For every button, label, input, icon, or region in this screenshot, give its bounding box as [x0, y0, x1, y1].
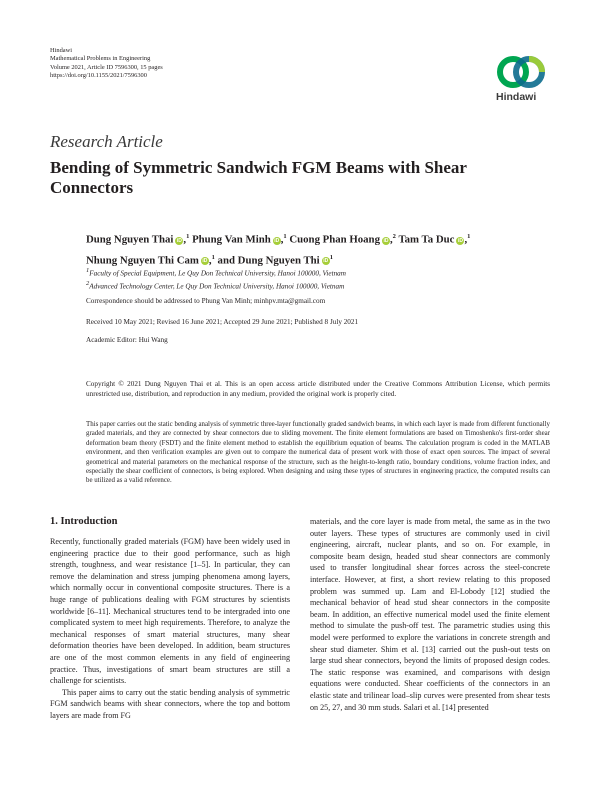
journal-info — [50, 47, 163, 81]
paragraph: materials, and the core layer is made from metal, the same as in the two outer layers. These types of structures are commonly used in civil engineering, aircraft, nuclear plants, and so on. For example, in composite beam design, headed stud shear connectors are commonly used to transfer longitudinal shear forces across the steel-concrete interface. However, at first, a short review relating to this proposed problem was summed up. Lam and El-Lobody [12] studied the mechanical behavior of head stud shear connectors in the composite beam. In addition, an effective numerical model used the finite element method to simulate the push-off test. The parametric studies using this model were performed to explore the variations in concrete strength and shear stud diameter. Shim et al. [13] carried out the push-out tests on large stud shear connectors, beyond the limits of proposed design codes. The static response was examined, and comparisons with design equations were conducted. Shear coefficients of the connectors in an elastic state and trilinear load–slip curves were presented from shear tests on 25, 27, and 30 mm studs. Salari et al. [14] presented — [310, 517, 550, 712]
logo-text: Hindawi — [496, 91, 537, 103]
affiliation: $^1$Faculty of Special Equipment, Le Quy Don Technical University, Hanoi 100000, Vietnam — [86, 267, 346, 278]
section-heading: 1. Introduction — [50, 516, 118, 527]
volume-info: Volume 2021, Article ID 7596300, 15 pages — [50, 63, 163, 71]
author-affiliation-mark: 1 — [211, 253, 215, 261]
author-name[interactable]: Tam Ta Duc — [398, 233, 455, 246]
academic-editor: Academic Editor: Hui Wang — [86, 336, 168, 344]
author-affiliation-mark: 1 — [186, 233, 190, 240]
orcid-icon[interactable]: iD — [383, 237, 389, 244]
author-affiliation-mark: 1 — [467, 233, 471, 240]
author-affiliation-mark: 1 — [283, 233, 287, 240]
paragraph: Recently, functionally graded materials (FGM) have been widely used in engineering practice due to their good performance, such as high strength, toughness, and wear resistance [1–5]. In particular, they can remove the delamination and stress jumping phenomena among layers, which normally occur in conventional composite structures. There is a huge range of publications dealing with FGM structures by scientists worldwide [6–11]. Mechanical structures tend to be intergraded into one complicated system to meet high requirements. Therefore, to analyze the mechanical responses of smart material structures, many shear deformation theories have been developed. In addition, beam structures are one of the most common elements in any field of engineering practice. Thus, investigations of smart beam structures are still a challenge for scientists. — [50, 537, 290, 686]
author-name[interactable]: Cuong Phan Hoang — [289, 233, 380, 246]
author-name[interactable]: Phung Van Minh — [192, 233, 271, 246]
orcid-icon[interactable]: iD — [176, 237, 182, 244]
orcid-icon[interactable]: iD — [457, 237, 463, 244]
journal-name: Mathematical Problems in Engineering — [50, 55, 151, 63]
correspondence: Correspondence should be addressed to Phung Van Minh; minhpv.mta@gmail.com — [86, 297, 326, 305]
affiliation: $^2$Advanced Technology Center, Le Quy Don Technical University, Hanoi 100000, Vietnam — [86, 279, 345, 291]
abstract: This paper carries out the static bending analysis of symmetric three-layer functionally graded sandwich beams, in which each layer is made from different functionally graded materials, and they are connected by shear connectors due to sliding movement. The finite element formulations are based on Timoshenko's first-order shear deformation beam theory (FSDT) and the finite element method to establish the equilibrium equation of beams. The calculation program is coded in the MATLAB environment, and then verification examples are given out to compare the numerical data of present work with those of exact open sources. The impact of several geometrical and material parameters on the mechanical response of the structure, such as the height-to-length ratio, boundary conditions, volume fraction index, and especially the shear coefficient of connectors, is being explored. When designing and using these types of structures in engineering practice, the computed results can be utilized as a valid reference. — [86, 421, 550, 485]
author-name[interactable]: Dung Nguyen Thai — [86, 233, 174, 246]
doi-link[interactable]: https://doi.org/10.1155/2021/7596300 — [50, 72, 147, 80]
orcid-icon[interactable]: iD — [202, 258, 208, 265]
author-name[interactable]: Dung Nguyen Thi — [237, 254, 320, 267]
left-column — [50, 536, 290, 722]
affiliation-list — [86, 266, 556, 292]
copyright-notice: Copyright © 2021 Dung Nguyen Thai et al. This is an open access article distributed under the Creative Commons Attribution License, which permits unrestricted use, distribution, and reproduction in any medium, provided the original work is properly cited. — [86, 380, 550, 398]
publication-dates: Received 10 May 2021; Revised 16 June 2021; Accepted 29 June 2021; Published 8 July 2021 — [86, 318, 359, 326]
orcid-icon[interactable]: iD — [274, 237, 280, 244]
orcid-icon[interactable]: iD — [323, 258, 329, 265]
right-column — [310, 516, 550, 713]
author-affiliation-mark: 2 — [392, 233, 396, 240]
author-list: Dung Nguyen Thai iD ,$^1$ Phung Van Minh iD ,$^1$ Cuong Phan Hoang iD ,$^2$ Tam Ta Duc iD ,$^1$ Nhung Nguyen Thi Cam iD ,$^1$ and Dung Nguyen Thi $iD^1$ — [86, 233, 471, 267]
author-affiliation-mark: 1 — [329, 253, 333, 261]
paper-title: Bending of Symmetric Sandwich FGM Beams with Shear Connectors — [50, 158, 467, 197]
paragraph: This paper aims to carry out the static bending analysis of symmetric FGM sandwich beams with shear connectors, where the top and bottom layers are made from FG — [50, 687, 290, 720]
article-type: Research Article — [50, 132, 163, 151]
author-name[interactable]: Nhung Nguyen Thi Cam — [86, 254, 199, 267]
publisher-name: Hindawi — [50, 47, 73, 54]
